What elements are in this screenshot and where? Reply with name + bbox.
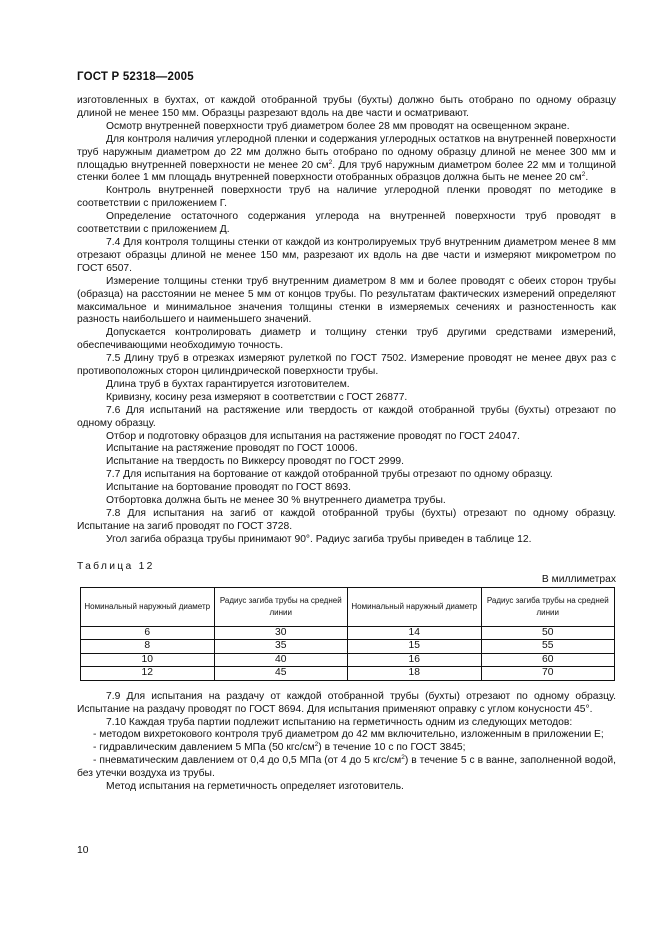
paragraph-text: 7.8 Для испытания на загиб от каждой отобранной трубы (бухты) отрезают по одному образцу. Испытание на загиб проводят по ГОСТ 3728.: [77, 508, 616, 532]
paragraph: [77, 469, 616, 482]
table-cell: 40: [214, 653, 348, 667]
paragraph: [77, 121, 616, 134]
paragraph: [77, 185, 616, 211]
table-cell: 30: [214, 626, 348, 640]
header-diameter-2: Номинальный наружный диаметр: [348, 587, 482, 626]
paragraph-text: Длина труб в бухтах гарантируется изготовителем.: [106, 378, 350, 390]
paragraph-text: 7.4 Для контроля толщины стенки от каждой из контролируемых труб внутренним диаметром менее 8 мм отрезают образцы длиной не менее 150 мм, разрезают их вдоль на две части и измеряют микрометром по ГОСТ 6507.: [77, 236, 616, 274]
paragraph-text: Измерение толщины стенки труб внутренним диаметром 8 мм и более проводят с обеих сторон трубы (образца) на расстоянии не менее 5 мм от концов трубы. По результатам фактических измерений определяют максимальное и минимальное значения толщины стенки в измеряемых сечениях и разностенность как разность наибольшего и наименьшего значений.: [77, 275, 616, 326]
paragraph-text: - методом вихретокового контроля труб диаметром до 42 мм включительно, изложенным в приложении Е;: [93, 729, 604, 741]
paragraph-text: 7.7 Для испытания на бортование от каждой отобранной трубы отрезают по одному образцу.: [106, 469, 553, 481]
table-cell: 15: [348, 640, 482, 654]
table-header-row: [81, 587, 615, 626]
paragraphs-top: [77, 95, 616, 547]
paragraph: [77, 742, 616, 755]
table-row: [81, 667, 615, 681]
paragraph: [77, 431, 616, 444]
paragraph-text: . Для труб наружным диаметром более 22 мм и толщиной стенки более 1 мм площадь внутренней поверхности отобранных образцов должна быть не менее 20 см: [77, 159, 616, 184]
table-cell: 8: [81, 640, 215, 654]
table-cell: 70: [481, 667, 615, 681]
table-caption: Таблица 12: [77, 560, 155, 572]
document-header: ГОСТ Р 52318—2005: [77, 71, 194, 83]
paragraph-text: Допускается контролировать диаметр и толщину стенки труб другими средствами измерений, обеспечивающими необходимую точность.: [77, 327, 616, 352]
superscript: 2: [401, 754, 405, 762]
table-cell: 60: [481, 653, 615, 667]
paragraph: [77, 443, 616, 456]
header-radius-1: Радиус загиба трубы на средней линии: [214, 587, 348, 626]
table-row: [81, 640, 615, 654]
paragraph-text: Метод испытания на герметичность определяет изготовитель.: [106, 781, 404, 793]
paragraph-text: - пневматическим давлением от 0,4 до 0,5 МПа (от 4 до 5 кгс/см: [93, 755, 402, 767]
table-cell: 10: [81, 653, 215, 667]
paragraph: [77, 405, 616, 431]
table-cell: 14: [348, 626, 482, 640]
paragraph: [77, 508, 616, 534]
paragraph-text: 7.6 Для испытаний на растяжение или твердость от каждой отобранной трубы (бухты) отрезают по одному образцу.: [77, 404, 616, 429]
paragraph: [77, 495, 616, 508]
paragraph-text: 7.10 Каждая труба партии подлежит испытанию на герметичность одним из следующих методов:: [106, 716, 573, 728]
page-number: 10: [77, 845, 89, 856]
superscript: 2: [581, 171, 586, 179]
paragraph-text: изготовленных в бухтах, от каждой отобранной трубы (бухты) должно быть отобрано по одному образцу длиной не менее 150 мм. Образцы разрезают вдоль на две части и осматривают.: [77, 95, 616, 119]
table-cell: 50: [481, 626, 615, 640]
table-cell: 16: [348, 653, 482, 667]
paragraph: [77, 276, 616, 328]
paragraph-text: 7.5 Длину труб в отрезках измеряют рулеткой по ГОСТ 7502. Измерение проводят не менее двух раз с противоположных сторон цилиндрической поверхности трубы.: [77, 353, 616, 378]
paragraph-text: ) в течение 5 с в ванне, заполненной водой, без утечки воздуха из трубы.: [77, 755, 616, 780]
paragraph: [77, 392, 616, 405]
superscript: 2: [328, 158, 333, 166]
paragraph-text: Испытание на растяжение проводят по ГОСТ 10006.: [106, 443, 358, 455]
paragraph-text: - гидравлическим давлением 5 МПа (50 кгс/см: [93, 742, 315, 754]
paragraph-text: Кривизну, косину реза измеряют в соответствии с ГОСТ 26877.: [106, 391, 408, 403]
paragraph-text: 7.9 Для испытания на раздачу от каждой отобранной трубы (бухты) отрезают по одному образцу. Испытание на раздачу проводят по ГОСТ 8694. Для испытания применяют оправку с углом конусности 45°.: [77, 690, 616, 715]
header-diameter-1: Номинальный наружный диаметр: [81, 587, 215, 626]
paragraphs-bottom: [77, 691, 616, 794]
table-cell: 6: [81, 626, 215, 640]
paragraph: [77, 353, 616, 379]
paragraph: [77, 211, 616, 237]
table-cell: 12: [81, 667, 215, 681]
paragraph: [77, 482, 616, 495]
paragraph: [77, 379, 616, 392]
page-body: [77, 95, 616, 794]
paragraph-text: Осмотр внутренней поверхности труб диаметром более 28 мм проводят на освещенном экране.: [106, 120, 570, 132]
paragraph-text: .: [585, 172, 589, 184]
paragraph-text: Отбор и подготовку образцов для испытания на растяжение проводят по ГОСТ 24047.: [106, 430, 520, 442]
paragraph: [77, 691, 616, 717]
paragraph: [77, 327, 616, 353]
paragraph-text: Для контроля наличия углеродной пленки и содержания углеродных остатков на внутренней поверхности труб наружным диаметром до 22 мм должно быть отобрано по одному образцу длиной не менее 300 мм и площадью внутренней поверхности не менее 20 см: [77, 133, 616, 171]
table-cell: 45: [214, 667, 348, 681]
bend-radius-table: [80, 587, 615, 681]
paragraph-text: Контроль внутренней поверхности труб на наличие углеродной пленки проводят по методике в соответствии с приложением Г.: [77, 185, 616, 210]
table-caption-row: [77, 559, 616, 585]
table-row: [81, 653, 615, 667]
table-cell: 35: [214, 640, 348, 654]
paragraph: [77, 95, 616, 121]
paragraph-text: Испытание на бортование проводят по ГОСТ 8693.: [106, 482, 351, 494]
paragraph: [77, 755, 616, 781]
paragraph-text: Отбортовка должна быть не менее 30 % внутреннего диаметра трубы.: [106, 495, 446, 507]
paragraph: [77, 717, 616, 730]
paragraph-text: Испытание на твердость по Виккерсу проводят по ГОСТ 2999.: [106, 456, 405, 468]
table-row: [81, 626, 615, 640]
paragraph: [77, 134, 616, 186]
paragraph: [77, 456, 616, 469]
paragraph: [77, 237, 616, 276]
table-cell: 55: [481, 640, 615, 654]
table-cell: 18: [348, 667, 482, 681]
paragraph-text: ) в течение 10 с по ГОСТ 3845;: [318, 742, 466, 754]
header-radius-2: Радиус загиба трубы на средней линии: [481, 587, 615, 626]
table-unit: В миллиметрах: [541, 573, 616, 585]
paragraph: [77, 729, 616, 742]
paragraph: [77, 781, 616, 794]
superscript: 2: [314, 741, 319, 749]
paragraph-text: Определение остаточного содержания углерода на внутренней поверхности труб проводят в соответствии с приложением Д.: [77, 211, 616, 236]
paragraph-text: Угол загиба образца трубы принимают 90°. Радиус загиба трубы приведен в таблице 12.: [106, 533, 532, 545]
paragraph: [77, 534, 616, 547]
